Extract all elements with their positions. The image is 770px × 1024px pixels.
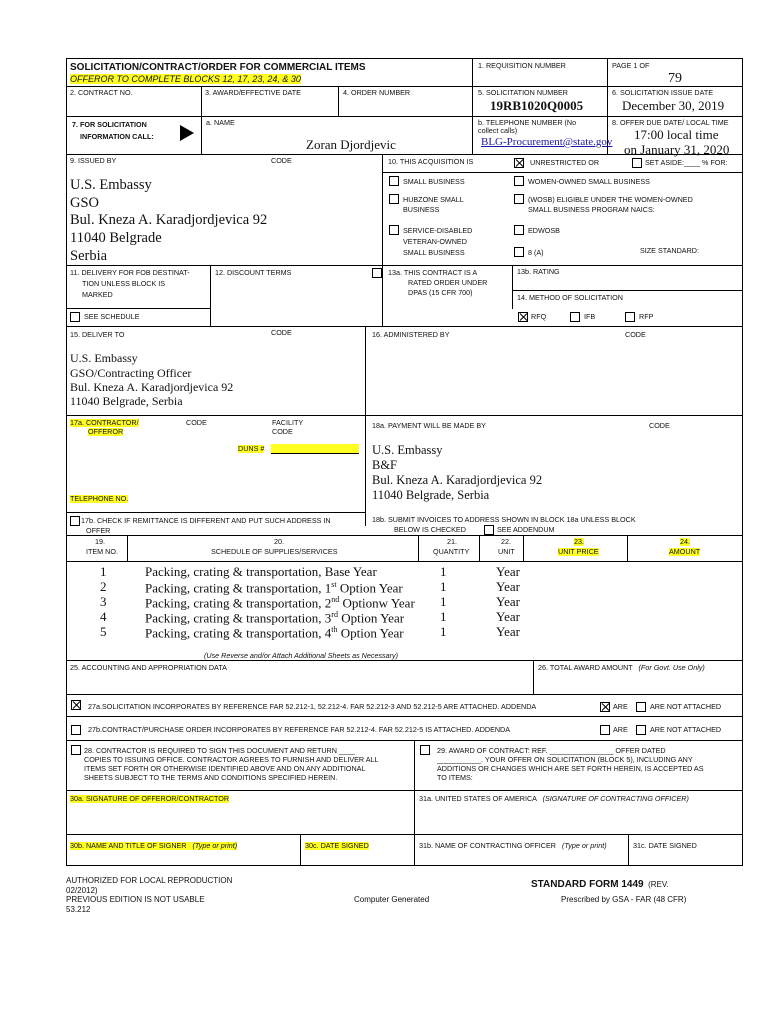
27b-are-not-checkbox[interactable]: [636, 725, 646, 735]
issue-date-label: 6. SOLICITATION ISSUE DATE: [612, 88, 714, 97]
payment-code-label: CODE: [649, 421, 670, 430]
item-number: 5: [100, 624, 107, 639]
address-line: U.S. Embassy: [70, 177, 152, 193]
page-total: 79: [668, 71, 682, 86]
women-owned-checkbox[interactable]: [514, 176, 524, 186]
address-line: 11040 Belgrade, Serbia: [372, 488, 490, 502]
page-label: PAGE 1 OF: [612, 61, 650, 70]
unrestricted-label: UNRESTRICTED OR: [530, 158, 600, 167]
arrow-right-icon: [180, 125, 194, 141]
item-unit: Year: [496, 624, 520, 639]
due-time: 17:00 local time: [634, 127, 719, 142]
duns-label: DUNS #: [238, 444, 265, 453]
accounting-label: 25. ACCOUNTING AND APPROPRIATION DATA: [70, 663, 227, 672]
submit-invoices-label: 18b. SUBMIT INVOICES TO ADDRESS SHOWN IN BLOCK 18a UNLESS BLOCK: [372, 515, 636, 524]
name-label: a. NAME: [206, 118, 235, 127]
quantity-num: 21.: [447, 537, 457, 546]
item-unit: Year: [496, 594, 520, 609]
rated-order-label: 13a. THIS CONTRACT IS A: [388, 268, 478, 277]
offeror-date-label: 30c. DATE SIGNED: [305, 841, 369, 850]
item-no-num: 19.: [95, 537, 105, 546]
28-label: 28. CONTRACTOR IS REQUIRED TO SIGN THIS DOCUMENT AND RETURN ____: [84, 746, 355, 755]
edwosb-checkbox[interactable]: [514, 225, 524, 235]
facility-code-label-2: CODE: [272, 427, 293, 436]
acquisition-label: 10. THIS ACQUISITION IS: [388, 157, 474, 166]
phone-label-2: collect calls): [478, 126, 518, 135]
address-line: Bul. Kneza A. Karadjordjevica 92: [372, 473, 543, 487]
eight-a-label: 8 (A): [528, 248, 544, 257]
deliver-to-label: 15. DELIVER TO: [70, 330, 125, 339]
item-quantity: 1: [440, 624, 447, 639]
submit-invoices-label-2: BELOW IS CHECKED: [394, 525, 466, 534]
item-number: 2: [100, 579, 107, 594]
27b-are-label: ARE: [613, 725, 628, 734]
edwosb-label: EDWOSB: [528, 226, 560, 235]
rfq-label: RFQ: [531, 312, 547, 321]
footer-code: 53.212: [66, 905, 91, 914]
rfq-checkbox[interactable]: [518, 312, 528, 322]
delivery-label-2: TION UNLESS BLOCK IS: [82, 279, 166, 288]
contract-no-label: 2. CONTRACT NO.: [70, 88, 133, 97]
form-title: SOLICITATION/CONTRACT/ORDER FOR COMMERCIAL ITEMS: [70, 62, 366, 73]
unit-price-header: UNIT PRICE: [558, 547, 599, 556]
remittance-checkbox[interactable]: [70, 516, 80, 526]
sdvosb-checkbox[interactable]: [389, 225, 399, 235]
email-link[interactable]: BLG-Procurement@state.gov: [481, 136, 613, 148]
item-description: Packing, crating & transportation, Base Year: [145, 564, 377, 579]
delivery-label-3: MARKED: [82, 290, 113, 299]
schedule-header: SCHEDULE OF SUPPLIES/SERVICES: [211, 547, 338, 556]
27b-label: 27b.CONTRACT/PURCHASE ORDER INCORPORATES BY REFERENCE FAR 52.212-4. FAR 52.212-5 IS ATTACHED. ADDENDA: [88, 725, 511, 734]
item-unit: Year: [496, 564, 520, 579]
remittance-label: 17b. CHECK IF REMITTANCE IS DIFFERENT AND PUT SUCH ADDRESS IN: [81, 516, 331, 525]
award-date-label: 3. AWARD/EFFECTIVE DATE: [205, 88, 301, 97]
see-schedule-label: SEE SCHEDULE: [84, 312, 140, 321]
rfp-checkbox[interactable]: [625, 312, 635, 322]
see-addendum-checkbox[interactable]: [484, 525, 494, 535]
small-business-label: SMALL BUSINESS: [403, 177, 465, 186]
item-quantity: 1: [440, 609, 447, 624]
28-checkbox[interactable]: [71, 745, 81, 755]
due-date-label: 8. OFFER DUE DATE/ LOCAL TIME: [612, 118, 729, 127]
item-description: Packing, crating & transportation, 2nd Optionw Year: [145, 595, 415, 611]
address-line: B&F: [372, 458, 398, 472]
27b-checkbox[interactable]: [71, 725, 81, 735]
address-line: Bul. Kneza A. Karadjordjevica 92: [70, 212, 268, 228]
27a-label: 27a.SOLICITATION INCORPORATES BY REFERENCE FAR 52.212-1, 52.212-4. FAR 52.212-3 AND 52.212-5 ARE ATTACHED. ADDENDA: [88, 702, 537, 711]
facility-code-label: FACILITY: [272, 418, 304, 427]
28-label-3: ITEMS SET FORTH OR OTHERWISE IDENTIFIED ABOVE AND ON ANY ADDITIONAL: [84, 764, 366, 773]
item-quantity: 1: [440, 579, 447, 594]
hubzone-label-2: BUSINESS: [403, 205, 440, 214]
27a-are-checkbox[interactable]: [600, 702, 610, 712]
address-line: GSO: [70, 195, 100, 211]
29-checkbox[interactable]: [420, 745, 430, 755]
contractor-label-2: OFFEROR: [88, 427, 124, 436]
duns-input[interactable]: [271, 444, 359, 454]
remittance-label-2: OFFER: [86, 526, 111, 535]
solicitation-no-label: 5. SOLICITATION NUMBER: [478, 88, 568, 97]
signer-name-label: 30b. NAME AND TITLE OF SIGNER (Type or print): [70, 841, 238, 850]
administered-by-label: 16. ADMINISTERED BY: [372, 330, 450, 339]
eight-a-checkbox[interactable]: [514, 247, 524, 257]
phone-label: b. TELEPHONE NUMBER (No: [478, 118, 577, 127]
form-subtitle: OFFEROR TO COMPLETE BLOCKS 12, 17, 23, 24, & 30: [70, 74, 301, 84]
order-no-label: 4. ORDER NUMBER: [343, 88, 411, 97]
address-line: Serbia: [70, 248, 108, 264]
sdvosb-label-3: SMALL BUSINESS: [403, 248, 465, 257]
for-solicitation-label: 7. FOR SOLICITATION: [72, 120, 147, 129]
sdvosb-label: SERVICE-DISABLED: [403, 226, 473, 235]
ifb-checkbox[interactable]: [570, 312, 580, 322]
item-number: 1: [100, 564, 107, 579]
schedule-num: 20.: [274, 537, 284, 546]
see-addendum-label: SEE ADDENDUM: [497, 525, 555, 534]
size-standard-label: SIZE STANDARD:: [640, 246, 699, 255]
payment-label: 18a. PAYMENT WILL BE MADE BY: [372, 421, 486, 430]
item-number: 4: [100, 609, 107, 624]
delivery-label: 11. DELIVERY FOR FOB DESTINAT-: [70, 268, 190, 277]
standard-form-label: STANDARD FORM 1449 (REV.: [531, 879, 669, 890]
item-quantity: 1: [440, 564, 447, 579]
hubzone-checkbox[interactable]: [389, 194, 399, 204]
item-description: Packing, crating & transportation, 1st Option Year: [145, 580, 403, 596]
issued-by-code-label: CODE: [271, 156, 292, 165]
28-label-2: COPIES TO ISSUING OFFICE. CONTRACTOR AGREES TO FURNISH AND DELIVER ALL: [84, 755, 379, 764]
set-aside-checkbox[interactable]: [632, 158, 642, 168]
27a-are-not-label: ARE NOT ATTACHED: [650, 702, 722, 711]
info-call-label: INFORMATION CALL:: [80, 132, 154, 141]
wosb-label-2: SMALL BUSINESS PROGRAM NAICS:: [528, 205, 655, 214]
unit-num: 22.: [501, 537, 511, 546]
address-line: U.S. Embassy: [372, 443, 443, 457]
item-unit: Year: [496, 579, 520, 594]
27a-are-label: ARE: [613, 702, 628, 711]
unit-price-num: 23.: [574, 537, 584, 546]
unrestricted-checkbox[interactable]: [514, 158, 524, 168]
address-line: U.S. Embassy: [70, 351, 138, 365]
footer-prescribed: Prescribed by GSA - FAR (48 CFR): [561, 895, 687, 904]
us-signature-label: 31a. UNITED STATES OF AMERICA (SIGNATURE OF CONTRACTING OFFICER): [419, 794, 689, 803]
administered-by-code-label: CODE: [625, 330, 646, 339]
small-business-checkbox[interactable]: [389, 176, 399, 186]
footer-computer-generated: Computer Generated: [354, 895, 430, 904]
due-date: on January 31, 2020: [624, 142, 730, 157]
27a-checkbox[interactable]: [71, 700, 81, 710]
27b-are-checkbox[interactable]: [600, 725, 610, 735]
address-line: Bul. Kneza A. Karadjordjevica 92: [70, 380, 234, 394]
women-owned-label: WOMEN-OWNED SMALL BUSINESS: [528, 177, 650, 186]
solicitation-number: 19RB1020Q0005: [490, 98, 584, 113]
schedule-note: (Use Reverse and/or Attach Additional Sheets as Necessary): [204, 651, 399, 660]
deliver-to-code-label: CODE: [271, 328, 292, 337]
28-label-4: SHEETS SUBJECT TO THE TERMS AND CONDITIONS SPECIFIED HEREIN.: [84, 773, 338, 782]
amount-header: AMOUNT: [669, 547, 701, 556]
29-label-3: ADDITIONS OR CHANGES WHICH ARE SET FORTH HEREIN, IS ACCEPTED AS: [437, 764, 704, 773]
rating-label: 13b. RATING: [517, 267, 560, 276]
contractor-code-label: CODE: [186, 418, 207, 427]
item-number: 3: [100, 594, 107, 609]
set-aside-label: SET ASIDE:____ % FOR:: [645, 158, 728, 167]
item-quantity: 1: [440, 594, 447, 609]
method-label: 14. METHOD OF SOLICITATION: [517, 293, 623, 302]
contractor-label: 17a. CONTRACTOR/: [70, 418, 139, 427]
quantity-header: QUANTITY: [433, 547, 470, 556]
hubzone-label: HUBZONE SMALL: [403, 195, 464, 204]
total-award-label: 26. TOTAL AWARD AMOUNT (For Govt. Use Only): [538, 663, 705, 672]
wosb-checkbox[interactable]: [514, 194, 524, 204]
address-line: GSO/Contracting Officer: [70, 366, 192, 380]
sdvosb-label-2: VETERAN-OWNED: [403, 237, 467, 246]
issue-date: December 30, 2019: [622, 98, 725, 113]
unit-header: UNIT: [498, 547, 515, 556]
see-schedule-checkbox[interactable]: [70, 312, 80, 322]
footer-authorized: AUTHORIZED FOR LOCAL REPRODUCTION: [66, 876, 233, 885]
27a-are-not-checkbox[interactable]: [636, 702, 646, 712]
ifb-label: IFB: [584, 312, 596, 321]
29-label-2: ___________. YOUR OFFER ON SOLICITATION (BLOCK 5), INCLUDING ANY: [437, 755, 693, 764]
item-unit: Year: [496, 609, 520, 624]
item-no-header: ITEM NO.: [86, 547, 118, 556]
officer-date-label: 31c. DATE SIGNED: [633, 841, 697, 850]
29-label-4: TO ITEMS:: [437, 773, 473, 782]
contact-name: Zoran Djordjevic: [306, 137, 396, 152]
officer-name-label: 31b. NAME OF CONTRACTING OFFICER (Type or print): [419, 841, 607, 850]
wosb-label: (WOSB) ELIGIBLE UNDER THE WOMEN-OWNED: [528, 195, 693, 204]
item-description: Packing, crating & transportation, 4th Option Year: [145, 625, 404, 641]
27b-are-not-label: ARE NOT ATTACHED: [650, 725, 722, 734]
issued-by-label: 9. ISSUED BY: [70, 156, 117, 165]
rfp-label: RFP: [639, 312, 654, 321]
item-description: Packing, crating & transportation, 3rd Option Year: [145, 610, 405, 626]
offeror-signature-label: 30a. SIGNATURE OF OFFEROR/CONTRACTOR: [70, 794, 230, 803]
requisition-label: 1. REQUISITION NUMBER: [478, 61, 566, 70]
discount-terms-label: 12. DISCOUNT TERMS: [215, 268, 292, 277]
29-label: 29. AWARD OF CONTRACT: REF. ________________ OFFER DATED: [437, 746, 666, 755]
rated-order-label-2: RATED ORDER UNDER: [408, 278, 488, 287]
address-line: 11040 Belgrade: [70, 230, 162, 246]
footer-date: 02/2012): [66, 886, 98, 895]
rated-order-label-3: DPAS (15 CFR 700): [408, 288, 473, 297]
telephone-label: TELEPHONE NO.: [70, 494, 129, 503]
footer-previous: PREVIOUS EDITION IS NOT USABLE: [66, 895, 205, 904]
amount-num: 24.: [680, 537, 690, 546]
address-line: 11040 Belgrade, Serbia: [70, 394, 183, 408]
rated-order-checkbox[interactable]: [372, 268, 382, 278]
